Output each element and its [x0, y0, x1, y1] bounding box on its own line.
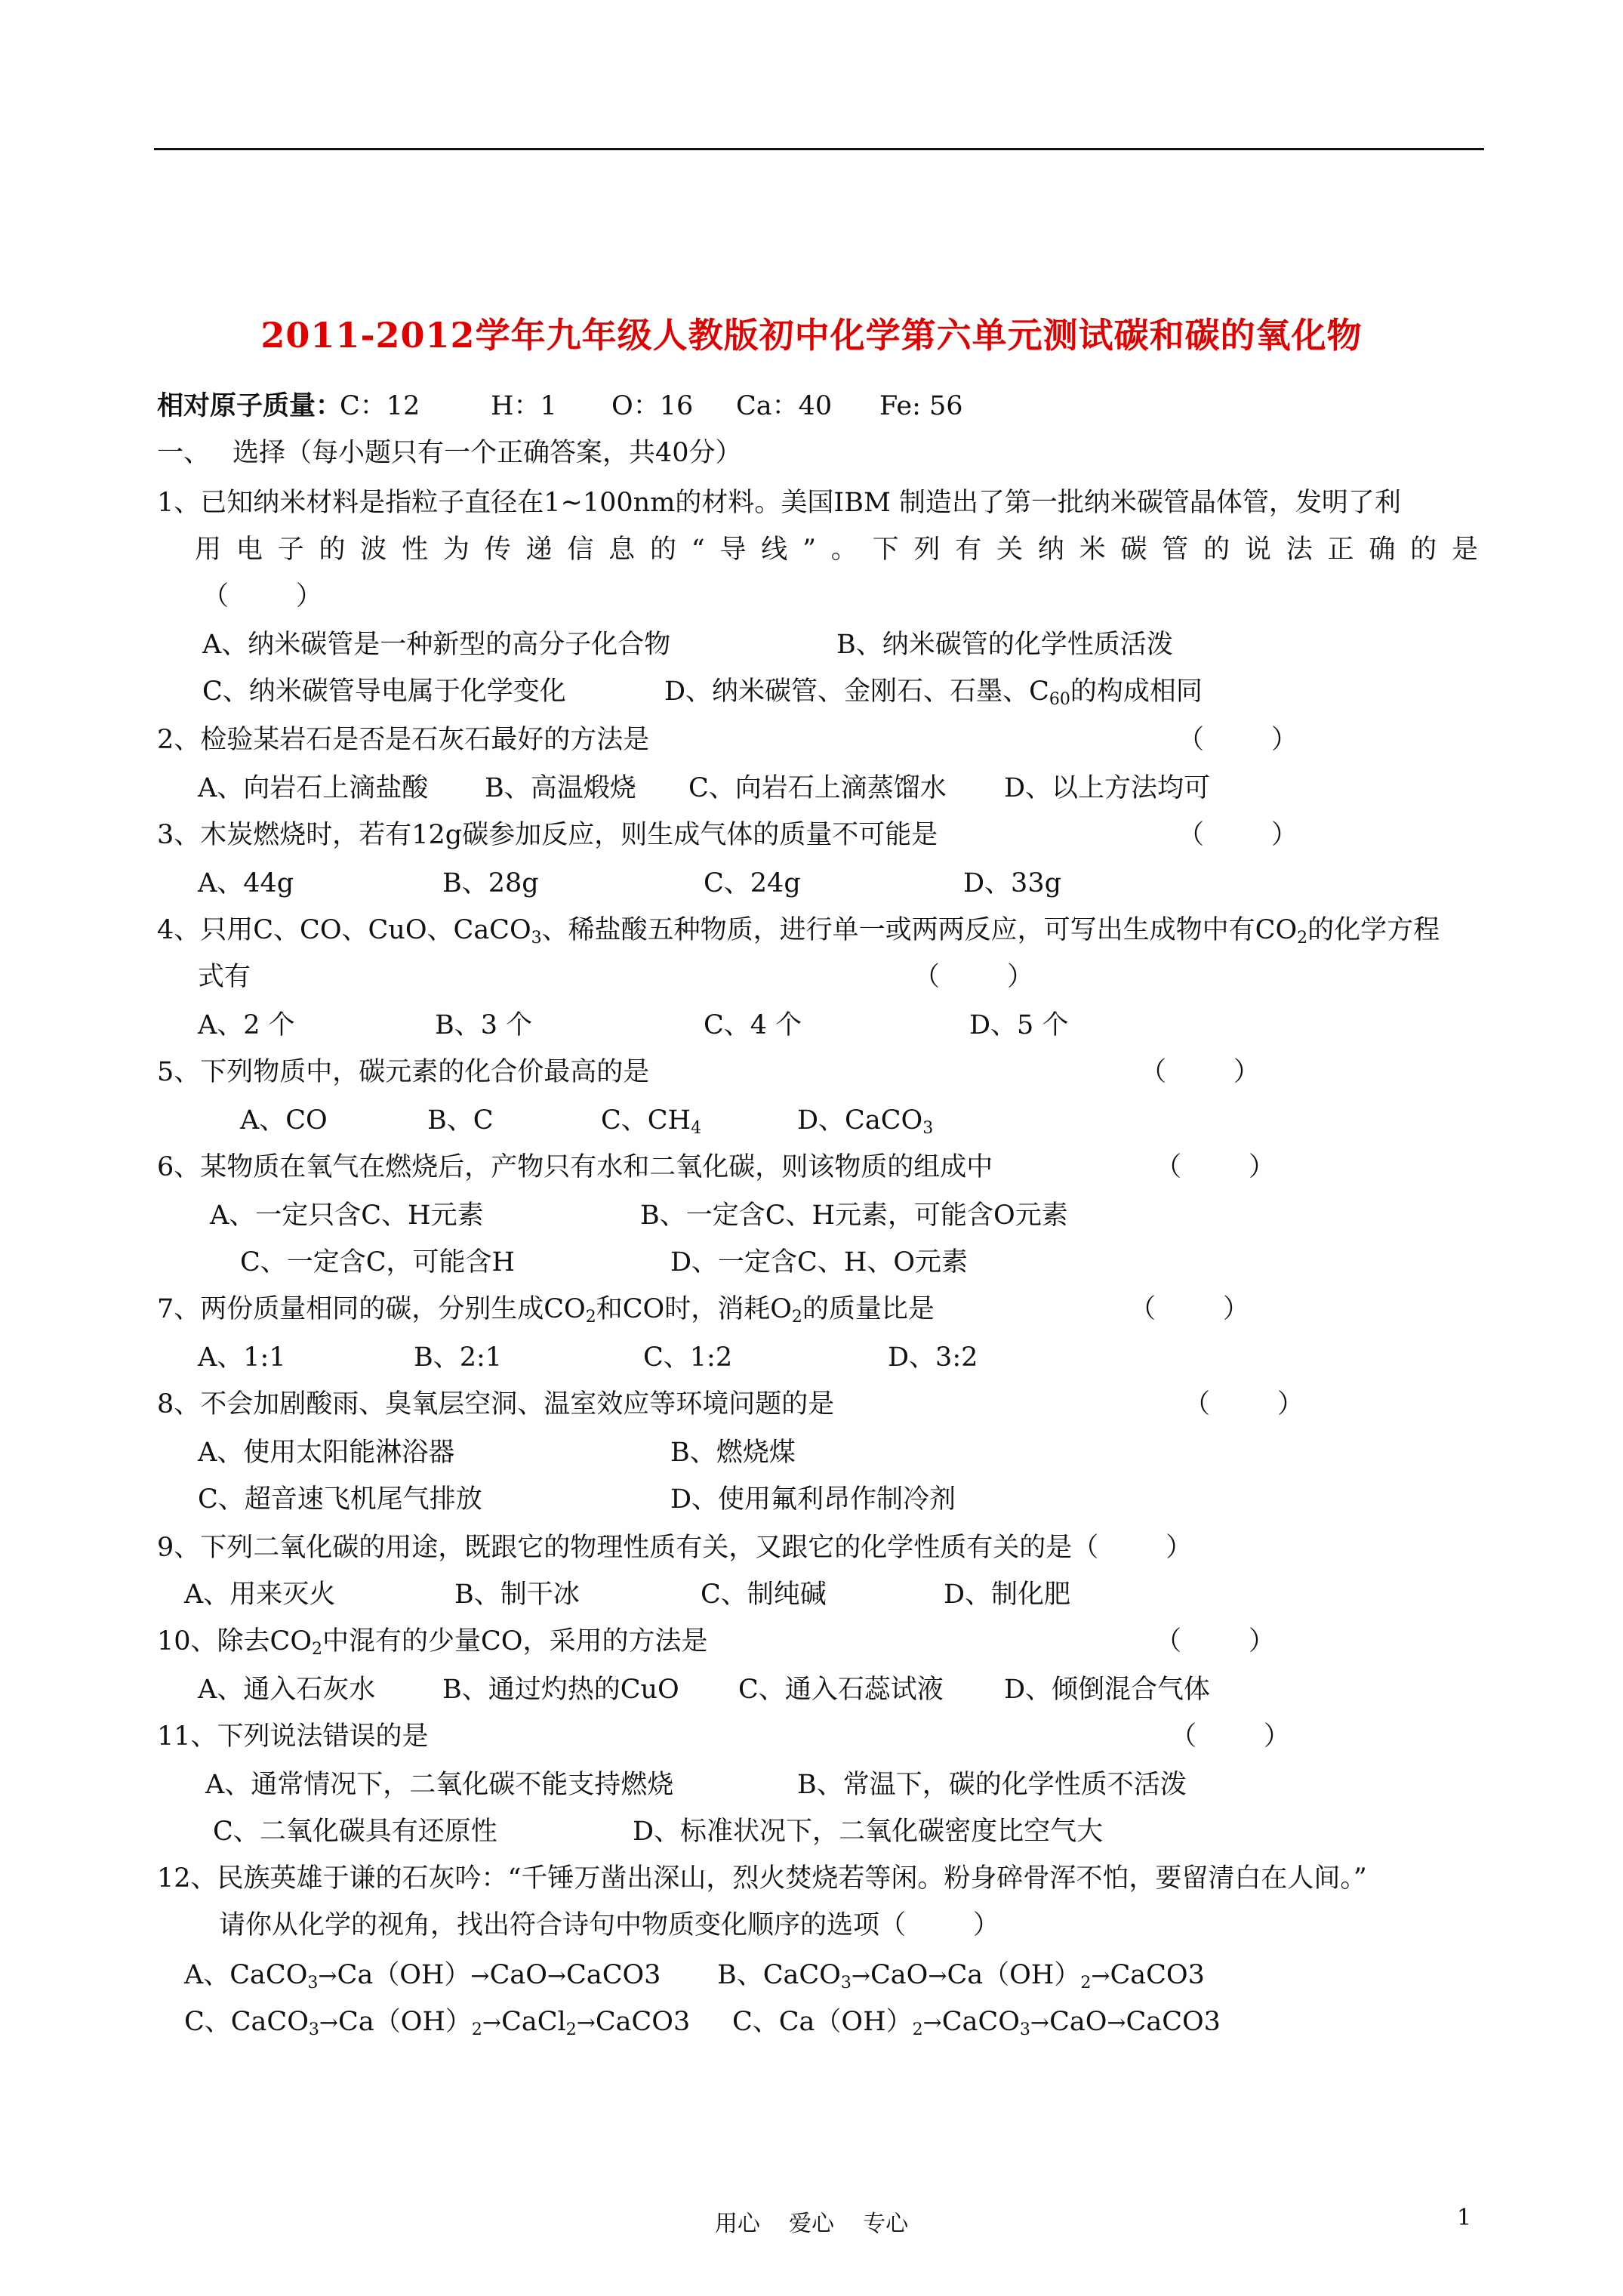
q2-stem: 2、检验某岩石是否是石灰石最好的方法是 — [157, 725, 650, 755]
q5-stem: 5、下列物质中，碳元素的化合价最高的是 — [157, 1057, 650, 1087]
q7-stem: 7、两份质量相同的碳，分别生成$CO_2$和CO时，消耗$O_2$的质量比是 — [157, 1294, 935, 1327]
q5-answer-paren: （ ） — [1140, 1057, 1261, 1087]
atomic-mass-h: H：1 — [491, 391, 557, 421]
q11-option-b: B、常温下，碳的化学性质不活泼 — [797, 1770, 1187, 1800]
q10-option-a: A、通入石灰水 — [198, 1675, 376, 1705]
q3-answer-paren: （ ） — [1178, 820, 1298, 850]
q5-option-a: A、CO — [240, 1105, 328, 1136]
q9-option-a: A、用来灭火 — [184, 1579, 336, 1610]
section-number: 一、 — [157, 438, 211, 468]
q6-stem: 6、某物质在氧气在燃烧后，产物只有水和二氧化碳，则该物质的组成中 — [157, 1152, 993, 1182]
q6-option-d: D、一定含C、H、O元素 — [670, 1247, 969, 1277]
atomic-mass-o: O：16 — [611, 391, 694, 421]
q3-option-c: C、24g — [704, 868, 801, 898]
q10-option-c: C、通入石蕊试液 — [738, 1675, 944, 1705]
q3-option-b: B、28g — [442, 868, 539, 898]
q11-answer-paren: （ ） — [1170, 1721, 1291, 1752]
q10-option-b: B、通过灼热的CuO — [442, 1675, 679, 1705]
q9-stem: 9、下列二氧化碳的用途，既跟它的物理性质有关，又跟它的化学性质有关的是（ ） — [157, 1533, 1193, 1563]
q8-option-d: D、使用氟利昂作制冷剂 — [670, 1484, 956, 1515]
q1-option-a: A、纳米碳管是一种新型的高分子化合物 — [202, 630, 671, 660]
q1-stem-line2: 用电子的波性为传递信息的“导线”。下列有关纳米碳管的说法正确的是 — [195, 535, 1478, 565]
q4-stem-line2: 式有 — [198, 962, 251, 992]
q7-option-c: C、1:2 — [643, 1342, 733, 1373]
atomic-mass-label: 相对原子质量： — [157, 390, 343, 421]
q12-option-c-second: C、$Ca(OH)_2\to CaCO_3\to CaO\to CaCO3$ — [732, 2007, 1221, 2039]
q11-option-d: D、标准状况下，二氧化碳密度比空气大 — [633, 1817, 1104, 1847]
q5-option-d: D、CaCO$_3$ — [797, 1105, 934, 1138]
q2-option-b: B、高温煅烧 — [485, 773, 636, 803]
q12-option-a: A、CaCO$_3$→Ca（OH）→CaO→CaCO3 — [184, 1960, 661, 1992]
q11-option-c: C、二氧化碳具有还原性 — [213, 1817, 497, 1847]
q4-stem-line1: 4、只用C、CO、CuO、CaCO$_3$、稀盐酸五种物质，进行单一或两两反应，可写出生成物中有$CO_2$的化学方程 — [157, 915, 1440, 948]
q8-answer-paren: （ ） — [1184, 1389, 1304, 1419]
q7-option-a: A、1:1 — [198, 1342, 286, 1373]
q6-option-a: A、一定只含C、H元素 — [210, 1200, 484, 1231]
q5-option-b: B、C — [427, 1105, 494, 1136]
q8-option-c: C、超音速飞机尾气排放 — [198, 1484, 482, 1515]
q3-option-a: A、44g — [198, 868, 294, 898]
section-heading: 选择（每小题只有一个正确答案，共40分） — [233, 438, 742, 468]
page-footer: 用心 爱心 专心 — [714, 2211, 909, 2237]
q7-answer-paren: （ ） — [1129, 1294, 1250, 1324]
q8-option-b: B、燃烧煤 — [670, 1438, 796, 1468]
q4-option-d: D、5 个 — [969, 1010, 1069, 1040]
page-title: 2011-2012学年九年级人教版初中化学第六单元测试碳和碳的氧化物 — [260, 315, 1363, 356]
q7-option-d: D、3:2 — [888, 1342, 978, 1373]
q7-option-b: B、2:1 — [414, 1342, 503, 1373]
q2-option-c: C、向岩石上滴蒸馏水 — [688, 773, 947, 803]
q3-option-d: D、33g — [963, 868, 1062, 898]
q12-stem-line1: 12、民族英雄于谦的石灰吟：“千锤万凿出深山，烈火焚烧若等闲。粉身碎骨浑不怕，要留清白在人间。” — [157, 1863, 1367, 1894]
q11-stem: 11、下列说法错误的是 — [157, 1721, 429, 1752]
q12-stem-line2: 请你从化学的视角，找出符合诗句中物质变化顺序的选项（ ） — [219, 1910, 1000, 1940]
q10-answer-paren: （ ） — [1155, 1626, 1276, 1657]
q1-option-d: D、纳米碳管、金刚石、石墨、$C_{60}$的构成相同 — [664, 676, 1203, 709]
q9-option-d: D、制化肥 — [944, 1579, 1071, 1610]
q1-stem-line1: 1、已知纳米材料是指粒子直径在1~100nm的材料。美国IBM 制造出了第一批纳米碳管晶体管，发明了利 — [157, 488, 1401, 518]
q8-stem: 8、不会加剧酸雨、臭氧层空洞、温室效应等环境问题的是 — [157, 1389, 835, 1419]
q2-answer-paren: （ ） — [1178, 725, 1298, 755]
q10-stem: 10、除去$CO_2$中混有的少量CO，采用的方法是 — [157, 1626, 708, 1659]
q6-answer-paren: （ ） — [1155, 1152, 1276, 1182]
q6-option-c: C、一定含C，可能含H — [240, 1247, 516, 1277]
page-number: 1 — [1457, 2205, 1472, 2231]
q12-option-b: B、$CaCO_3\to CaO\to Ca(OH)_2\to CaCO3$ — [717, 1960, 1205, 1992]
q4-option-c: C、4 个 — [704, 1010, 802, 1040]
q4-option-b: B、3 个 — [435, 1010, 533, 1040]
q4-answer-paren: （ ） — [913, 962, 1034, 992]
q11-option-a: A、通常情况下，二氧化碳不能支持燃烧 — [205, 1770, 674, 1800]
q10-option-d: D、倾倒混合气体 — [1004, 1675, 1211, 1705]
q3-stem: 3、木炭燃烧时，若有12g碳参加反应，则生成气体的质量不可能是 — [157, 820, 938, 850]
q9-option-c: C、制纯碱 — [701, 1579, 827, 1610]
q5-option-c: C、$CH_4$ — [601, 1105, 702, 1138]
atomic-mass-ca: Ca：40 — [736, 391, 833, 421]
atomic-mass-c: C：12 — [340, 391, 420, 421]
header-rule — [154, 148, 1484, 150]
q4-option-a: A、2 个 — [198, 1010, 295, 1040]
q2-option-d: D、以上方法均可 — [1004, 773, 1211, 803]
q1-answer-paren: （ ） — [202, 581, 323, 612]
atomic-mass-fe: Fe: 56 — [879, 391, 963, 421]
q6-option-b: B、一定含C、H元素，可能含O元素 — [640, 1200, 1068, 1231]
q8-option-a: A、使用太阳能淋浴器 — [198, 1438, 455, 1468]
q2-option-a: A、向岩石上滴盐酸 — [198, 773, 429, 803]
q1-option-b: B、纳米碳管的化学性质活泼 — [836, 630, 1173, 660]
q1-option-c: C、纳米碳管导电属于化学变化 — [202, 676, 566, 707]
q9-option-b: B、制干冰 — [454, 1579, 580, 1610]
q12-option-c: C、$CaCO_3\to Ca(OH)_2\to CaCl_2\to CaCO3$ — [184, 2007, 691, 2039]
